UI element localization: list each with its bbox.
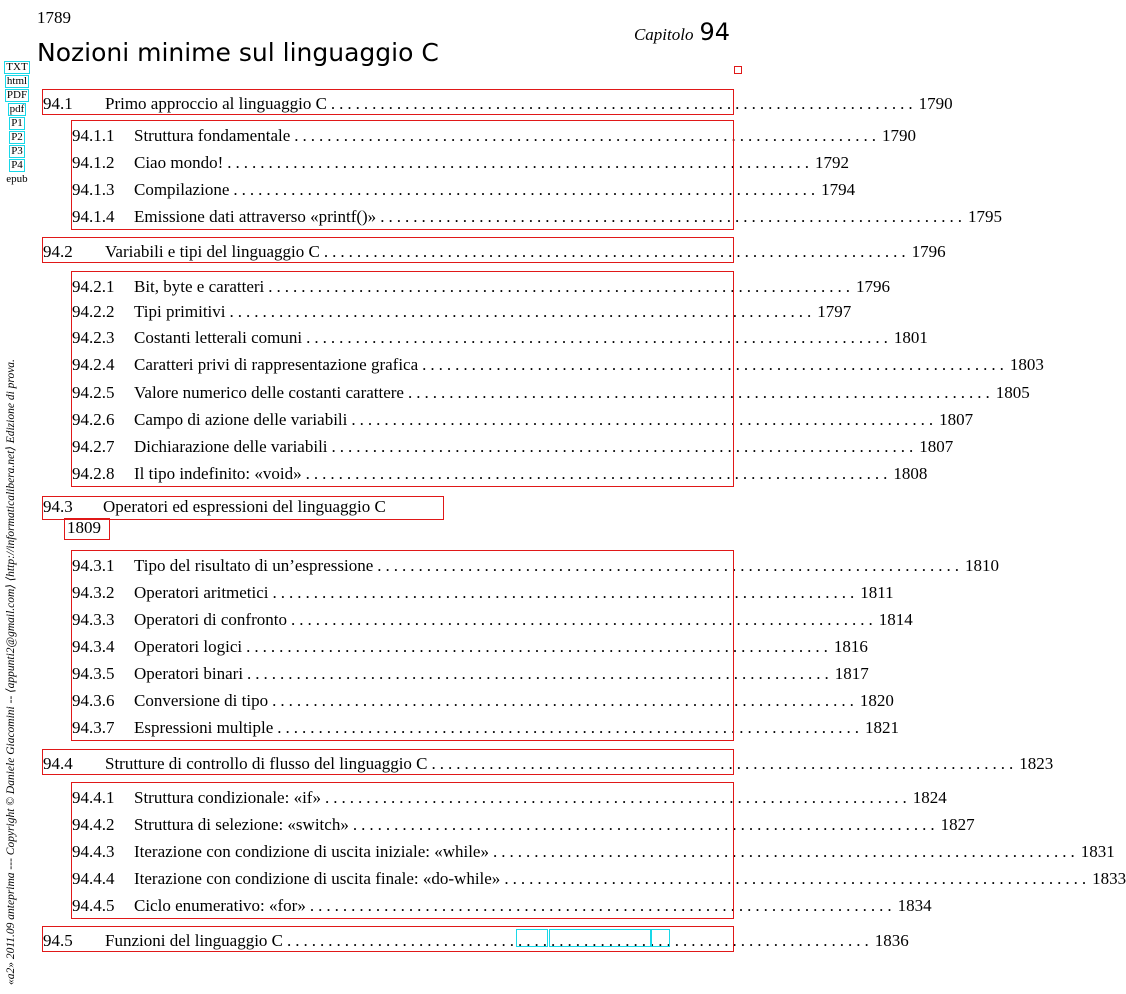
toc-title: Struttura di selezione: «switch» (134, 815, 349, 834)
toc-number: 94.2.6 (72, 410, 115, 429)
toc-page: 1796 (911, 242, 946, 261)
toc-leader: ....................................................................... (431, 754, 1018, 773)
toc-title: Campo di azione delle variabili (134, 410, 348, 429)
toc-page: 1794 (821, 180, 856, 199)
toc-number: 94.2 (43, 242, 73, 261)
toc-page: 1814 (878, 610, 913, 629)
link-txt[interactable]: TXT (6, 61, 28, 73)
toc-page: 1811 (860, 583, 894, 602)
toc-leader: ....................................................................... (422, 355, 1008, 374)
link-p4[interactable]: P4 (11, 159, 23, 171)
toc-leader: ....................................................................... (351, 410, 938, 429)
toc-page: 1792 (815, 153, 849, 172)
chapter-label (634, 18, 730, 46)
toc-number: 94.4.5 (72, 896, 115, 915)
link-pdf[interactable]: pdf (9, 103, 25, 115)
toc-page: 1827 (940, 815, 975, 834)
toc-number: 94.3.2 (72, 583, 115, 602)
toc-number: 94.5 (43, 931, 73, 950)
toc-leader: ....................................................................... (247, 664, 833, 683)
toc-title: Operatori aritmetici (134, 583, 269, 602)
link-p2[interactable]: P2 (11, 131, 23, 143)
link-p1[interactable]: P1 (11, 117, 23, 129)
toc-number: 94.4.3 (72, 842, 115, 861)
toc-title: Costanti letterali comuni (134, 328, 303, 347)
link-epub[interactable]: epub (6, 173, 28, 185)
toc-page: 1836 (874, 931, 909, 950)
toc-leader: ....................................................................... (407, 383, 994, 402)
toc-leader: ....................................................................... (330, 94, 917, 113)
toc-page: 1801 (893, 328, 928, 347)
toc-title: Struttura fondamentale (134, 126, 291, 145)
toc-number: 94.4 (43, 754, 73, 773)
toc-page: 1805 (995, 383, 1030, 402)
toc-page: 1795 (967, 207, 1002, 226)
link-highlight-box[interactable] (651, 929, 670, 947)
toc-leader: ....................................................................... (272, 583, 859, 602)
toc-leader: ....................................................................... (229, 302, 816, 321)
chapter-title: Nozioni minime sul linguaggio C (37, 38, 439, 67)
toc-page: 1807 (919, 437, 954, 456)
toc-number: 94.4.4 (72, 869, 115, 888)
toc-number: 94.1.2 (72, 153, 115, 172)
toc-title: Iterazione con condizione di uscita iniziale: «while» (134, 842, 489, 861)
toc-page: 1796 (856, 277, 891, 296)
toc-title: Dichiarazione delle variabili (134, 437, 328, 456)
toc-number: 94.2.2 (72, 302, 115, 321)
toc-title: Ciao mondo! (134, 153, 224, 172)
page-number: 1789 (37, 8, 71, 27)
toc-number: 94.2.5 (72, 383, 115, 402)
toc-number: 94.1.4 (72, 207, 115, 226)
toc-page: 1834 (897, 896, 932, 915)
toc-leader: ....................................................................... (377, 556, 963, 575)
link-p3[interactable]: P3 (11, 145, 23, 157)
toc-number: 94.3.5 (72, 664, 115, 683)
toc-leader: ....................................................................... (504, 869, 1091, 888)
toc-number: 94.2.7 (72, 437, 115, 456)
toc-link-box[interactable] (42, 237, 734, 263)
toc-leader: ....................................................................... (492, 842, 1079, 861)
toc-leader: ....................................................................... (306, 328, 892, 347)
link-highlight-box[interactable] (549, 929, 651, 947)
toc-title: Struttura condizionale: «if» (134, 788, 321, 807)
toc-link-box-page[interactable] (64, 518, 110, 540)
toc-number: 94.1 (43, 94, 73, 113)
toc-title: Espressioni multiple (134, 718, 274, 737)
toc-title: Operatori ed espressioni del linguaggio C (103, 497, 386, 516)
toc-page: 1797 (817, 302, 852, 321)
toc-number: 94.3.4 (72, 637, 115, 656)
toc-number: 94.2.1 (72, 277, 115, 296)
toc-leader: ....................................................................... (268, 277, 855, 296)
toc-page: 1821 (865, 718, 900, 737)
toc-number: 94.3.3 (72, 610, 115, 629)
toc-leader: ....................................................................... (294, 126, 881, 145)
toc-title: Operatori binari (134, 664, 244, 683)
toc-group-box-94-1 (71, 120, 734, 230)
toc-number: 94.4.2 (72, 815, 115, 834)
toc-page: 1817 (834, 664, 869, 683)
toc-link-box[interactable] (42, 496, 444, 520)
toc-number: 94.3.7 (72, 718, 115, 737)
toc-title: Caratteri privi di rappresentazione grafica (134, 355, 419, 374)
toc-leader: ....................................................................... (290, 610, 877, 629)
toc-leader: ....................................................................... (305, 464, 892, 483)
toc-number: 94.2.3 (72, 328, 115, 347)
toc-title: Operatori logici (134, 637, 243, 656)
format-links (2, 61, 32, 187)
toc-title: Operatori di confronto (134, 610, 287, 629)
toc-number: 94.2.4 (72, 355, 115, 374)
copyright-notice: «a2» 2011.09 anteprima --- Copyright © Daniele Giacomini -- ⟨appunti2@gmail.com⟩ ⟨http://informaticalibera.net⟩ Edizione di prova. (5, 359, 17, 985)
corner-link-mark[interactable] (734, 66, 742, 74)
toc-page: 1820 (859, 691, 894, 710)
toc-leader: ....................................................................... (331, 437, 918, 456)
toc-page: 1790 (918, 94, 953, 113)
toc-title: Valore numerico delle costanti carattere (134, 383, 404, 402)
toc-title: Tipi primitivi (134, 302, 226, 321)
toc-page: 1816 (833, 637, 868, 656)
toc-leader: ....................................................................... (380, 207, 966, 226)
toc-page: 1809 (67, 518, 101, 537)
chapter-word: Capitolo (633, 25, 694, 44)
toc-leader: ....................................................................... (246, 637, 832, 656)
toc-title: Variabili e tipi del linguaggio C (105, 242, 320, 261)
toc-page: 1790 (882, 126, 917, 145)
link-highlight-box[interactable] (516, 929, 548, 947)
toc-leader: ....................................................................... (323, 242, 910, 261)
toc-leader: ....................................................................... (227, 153, 813, 172)
toc-title: Funzioni del linguaggio C (105, 931, 284, 950)
toc-page: 1823 (1019, 754, 1054, 773)
toc-title: Strutture di controllo di flusso del linguaggio C (105, 754, 428, 773)
toc-page: 1824 (912, 788, 947, 807)
toc-title: Conversione di tipo (134, 691, 269, 710)
chapter-number: 94 (699, 18, 730, 46)
toc-leader: ....................................................................... (233, 180, 820, 199)
toc-link-box[interactable] (42, 89, 734, 115)
toc-number: 94.3 (43, 497, 73, 516)
toc-leader: ....................................................................... (272, 691, 858, 710)
toc-number: 94.2.8 (72, 464, 115, 483)
link-pdf-large[interactable]: PDF (6, 89, 28, 101)
toc-number: 94.3.6 (72, 691, 115, 710)
toc-title: Compilazione (134, 180, 230, 199)
toc-leader: ....................................................................... (352, 815, 939, 834)
toc-leader: ....................................................................... (277, 718, 864, 737)
toc-title: Iterazione con condizione di uscita finale: «do-while» (134, 869, 501, 888)
toc-page: 1810 (965, 556, 999, 575)
toc-link-box[interactable] (42, 749, 734, 775)
toc-title: Bit, byte e caratteri (134, 277, 265, 296)
toc-title: Primo approccio al linguaggio C (105, 94, 327, 113)
toc-group-box-94-2 (71, 271, 734, 487)
toc-number: 94.1.1 (72, 126, 115, 145)
toc-page: 1803 (1009, 355, 1044, 374)
toc-title: Emissione dati attraverso «printf()» (134, 207, 377, 226)
toc-group-box-94-4 (71, 782, 734, 919)
link-html[interactable]: html (6, 75, 28, 87)
toc-group-box-94-3 (71, 550, 734, 741)
toc-page: 1831 (1080, 842, 1115, 861)
toc-title: Tipo del risultato di un’espressione (134, 556, 374, 575)
toc-page: 1833 (1092, 869, 1126, 888)
toc-leader: ....................................................................... (309, 896, 896, 915)
toc-page: 1808 (893, 464, 928, 483)
toc-leader: ....................................................................... (287, 931, 873, 950)
toc-number: 94.4.1 (72, 788, 115, 807)
toc-leader: ....................................................................... (324, 788, 911, 807)
toc-title: Ciclo enumerativo: «for» (134, 896, 306, 915)
toc-title: Il tipo indefinito: «void» (134, 464, 302, 483)
toc-page: 1807 (939, 410, 974, 429)
toc-number: 94.3.1 (72, 556, 115, 575)
toc-number: 94.1.3 (72, 180, 115, 199)
